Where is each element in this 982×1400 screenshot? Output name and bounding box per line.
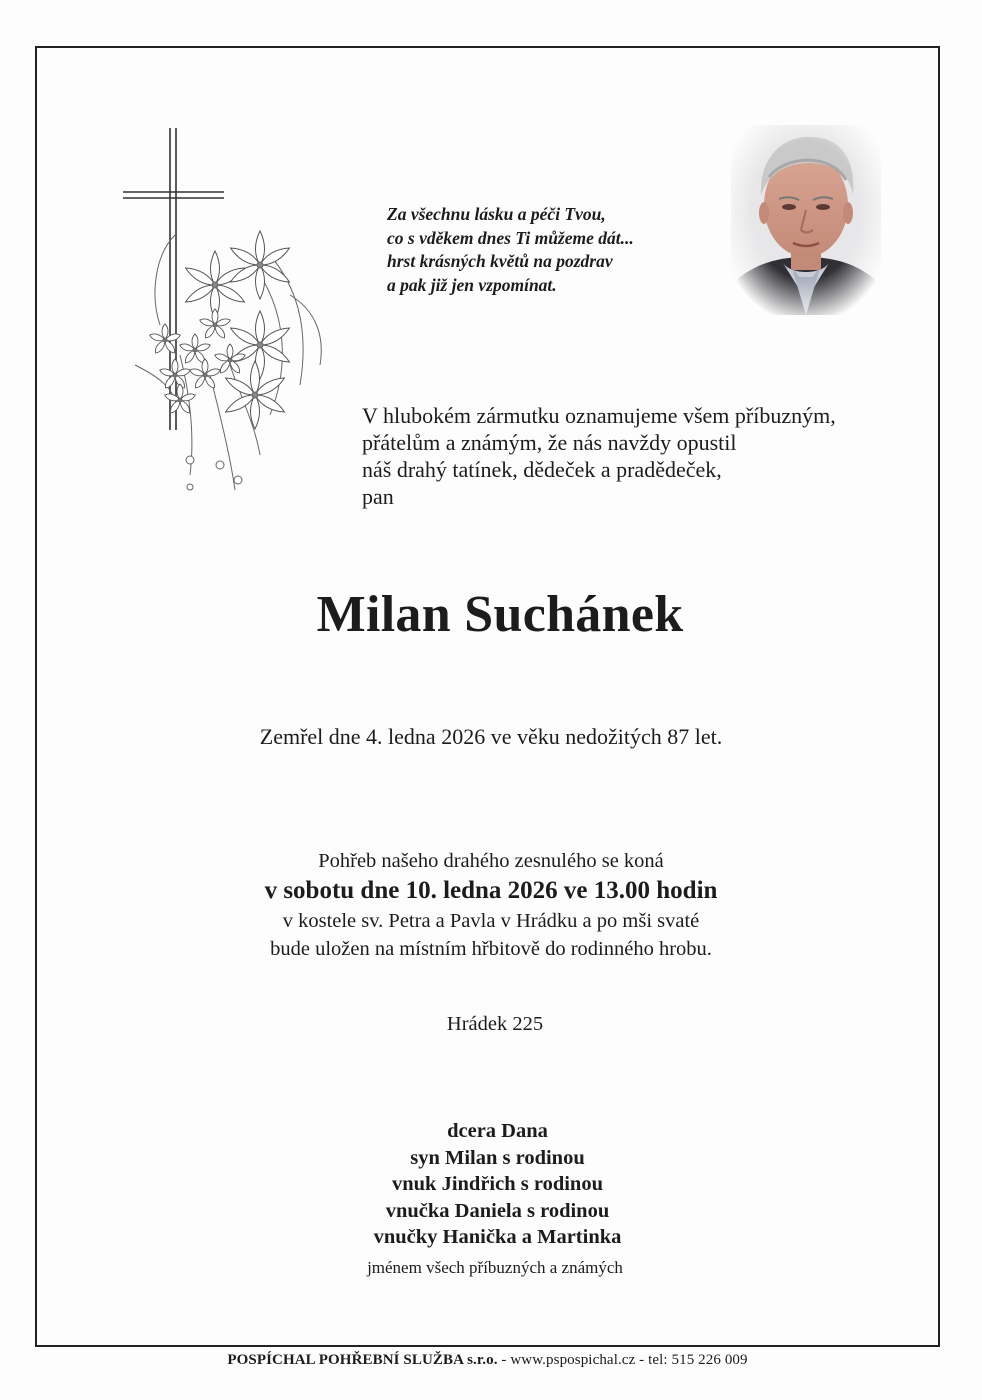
funeral-info: [0, 847, 982, 963]
mourner: syn Milan s rodinou: [410, 1146, 585, 1169]
footer-company: POSPÍCHAL POHŘEBNÍ SLUŽBA s.r.o.: [227, 1352, 498, 1368]
mourner: vnučka Daniela s rodinou: [385, 1199, 610, 1222]
mourner: dcera Dana: [447, 1120, 548, 1142]
announcement-line: náš drahý tatínek, dědeček a pradědeček,: [362, 457, 722, 482]
cross-lily-ornament: [120, 125, 335, 500]
mourners-list: [0, 1118, 982, 1251]
poem-line: co s vděkem dnes Ti můžeme dát...: [387, 227, 634, 248]
address: Hrádek 225: [446, 1013, 544, 1035]
funeral-burial: bude uložen na místním hřbitově do rodinného hrobu.: [270, 938, 712, 960]
announcement-line: V hlubokém zármutku oznamujeme všem příbuzným,: [362, 403, 836, 428]
footer: [0, 1352, 975, 1369]
mourner: vnučky Hanička a Martinka: [373, 1226, 622, 1248]
poem-line: Za všechnu lásku a péči Tvou,: [387, 204, 606, 224]
announcement-line: přátelům a známým, že nás navždy opustil: [362, 430, 737, 455]
death-notice: Zemřel dne 4. ledna 2026 ve věku nedožitých 87 let.: [259, 724, 723, 749]
memorial-poem: [387, 203, 707, 297]
lily-bouquet-icon: [135, 231, 321, 490]
funeral-place: v kostele sv. Petra a Pavla v Hrádku a po mši svaté: [282, 910, 700, 932]
poem-line: a pak již jen vzpomínat.: [387, 274, 557, 295]
portrait-photo: [731, 125, 881, 315]
on-behalf: jménem všech příbuzných a známých: [367, 1258, 623, 1277]
funeral-date-time: v sobotu dne 10. ledna 2026 ve 13.00 hodin: [264, 877, 718, 904]
mourner: vnuk Jindřich s rodinou: [392, 1173, 603, 1195]
footer-phone: tel: 515 226 009: [648, 1352, 748, 1368]
footer-web: - www.pspospichal.cz -: [497, 1352, 649, 1368]
announcement: [362, 402, 902, 510]
announcement-line: pan: [362, 484, 394, 509]
funeral-intro: Pohřeb našeho drahého zesnulého se koná: [318, 850, 664, 872]
poem-line: hrst krásných květů na pozdrav: [387, 251, 613, 271]
deceased-name: Milan Suchánek: [316, 586, 684, 643]
